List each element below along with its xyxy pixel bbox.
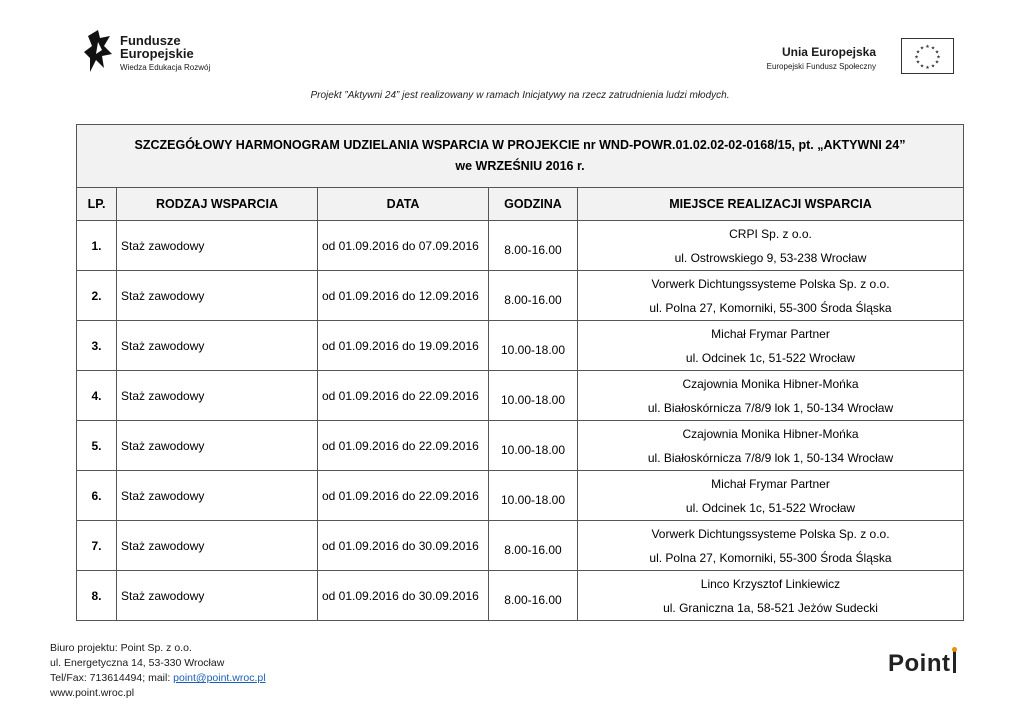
row-date: od 01.09.2016 do 12.09.2016 — [318, 271, 489, 321]
ue-subtitle: Europejski Fundusz Społeczny — [766, 62, 876, 71]
eu-flag-icon — [901, 38, 954, 74]
row-place: Czajownia Monika Hibner-Mońka ul. Białoskórnicza 7/8/9 lok 1, 50-134 Wrocław — [578, 371, 964, 421]
fe-title: Fundusze Europejskie — [120, 33, 194, 61]
row-type: Staż zawodowy — [117, 271, 318, 321]
table-row — [77, 321, 964, 371]
ue-title: Unia Europejska — [781, 45, 876, 59]
row-hour: 8.00-16.00 — [489, 521, 578, 571]
svg-text:★: ★ — [936, 54, 941, 61]
svg-text:★: ★ — [915, 49, 921, 56]
row-lp: 2. — [77, 271, 117, 321]
footer-contact: Tel/Fax: 713614494; mail: point@point.wroc.pl — [50, 672, 266, 684]
row-date: od 01.09.2016 do 19.09.2016 — [318, 321, 489, 371]
row-hour: 8.00-16.00 — [489, 271, 578, 321]
row-type: Staż zawodowy — [117, 421, 318, 471]
fundusze-europejskie-logo — [84, 28, 234, 80]
row-place: Michał Frymar Partner ul. Odcinek 1c, 51-522 Wrocław — [578, 471, 964, 521]
row-hour: 10.00-18.00 — [489, 371, 578, 421]
row-type: Staż zawodowy — [117, 571, 318, 621]
row-type: Staż zawodowy — [117, 371, 318, 421]
table-row — [77, 271, 964, 321]
column-header-hour: GODZINA — [489, 188, 578, 221]
row-date: od 01.09.2016 do 22.09.2016 — [318, 471, 489, 521]
table-row — [77, 521, 964, 571]
svg-text:★: ★ — [914, 54, 919, 61]
row-hour: 10.00-18.00 — [489, 321, 578, 371]
row-place: Linco Krzysztof Linkiewicz ul. Graniczna 1a, 58-521 Jeżów Sudecki — [578, 571, 964, 621]
fe-star-icon — [84, 28, 114, 78]
row-hour: 8.00-16.00 — [489, 571, 578, 621]
column-header-type: RODZAJ WSPARCIA — [117, 188, 318, 221]
row-place: Vorwerk Dichtungssysteme Polska Sp. z o.o. ul. Polna 27, Komorniki, 55-300 Środa Śląska — [578, 271, 964, 321]
table-row — [77, 421, 964, 471]
table-row — [77, 471, 964, 521]
row-place: Michał Frymar Partner ul. Odcinek 1c, 51-522 Wrocław — [578, 321, 964, 371]
row-hour: 8.00-16.00 — [489, 221, 578, 271]
svg-text:★: ★ — [925, 65, 930, 71]
footer-address — [50, 641, 266, 701]
row-date: od 01.09.2016 do 22.09.2016 — [318, 371, 489, 421]
table-row — [77, 371, 964, 421]
row-lp: 6. — [77, 471, 117, 521]
email-link[interactable]: point@point.wroc.pl — [173, 672, 266, 684]
svg-text:★: ★ — [919, 63, 925, 70]
svg-text:★: ★ — [930, 45, 936, 52]
svg-text:★: ★ — [919, 45, 925, 52]
fe-subtitle: Wiedza Edukacja Rozwój — [120, 63, 211, 72]
svg-text:★: ★ — [930, 63, 936, 70]
row-type: Staż zawodowy — [117, 221, 318, 271]
schedule-table — [76, 124, 964, 621]
footer-street: ul. Energetyczna 14, 53-330 Wrocław — [50, 657, 225, 669]
row-lp: 5. — [77, 421, 117, 471]
row-place: Czajownia Monika Hibner-Mońka ul. Białoskórnicza 7/8/9 lok 1, 50-134 Wrocław — [578, 421, 964, 471]
row-date: od 01.09.2016 do 22.09.2016 — [318, 421, 489, 471]
row-date: od 01.09.2016 do 30.09.2016 — [318, 571, 489, 621]
row-lp: 3. — [77, 321, 117, 371]
row-date: od 01.09.2016 do 07.09.2016 — [318, 221, 489, 271]
row-hour: 10.00-18.00 — [489, 471, 578, 521]
column-header-place: MIEJSCE REALIZACJI WSPARCIA — [578, 188, 964, 221]
row-place: CRPI Sp. z o.o. ul. Ostrowskiego 9, 53-238 Wrocław — [578, 221, 964, 271]
table-row — [77, 221, 964, 271]
row-lp: 1. — [77, 221, 117, 271]
project-description: Projekt ”Aktywni 24” jest realizowany w ramach Inicjatywy na rzecz zatrudnienia ludzi młodych. — [310, 90, 730, 101]
point-logo-mark-icon — [953, 651, 956, 673]
table-title: SZCZEGÓŁOWY HARMONOGRAM UDZIELANIA WSPARCIA W PROJEKCIE nr WND-POWR.01.02.02-02-0168/15, pt. „AKTYWNI 24” we WRZEŚNIU 2016 r. — [77, 125, 964, 188]
svg-text:★: ★ — [934, 49, 940, 56]
point-logo: Point — [888, 650, 956, 678]
row-hour: 10.00-18.00 — [489, 421, 578, 471]
row-type: Staż zawodowy — [117, 521, 318, 571]
unia-europejska-logo — [764, 38, 954, 78]
row-lp: 8. — [77, 571, 117, 621]
column-header-date: DATA — [318, 188, 489, 221]
column-header-lp: LP. — [77, 188, 117, 221]
row-date: od 01.09.2016 do 30.09.2016 — [318, 521, 489, 571]
svg-text:★: ★ — [915, 59, 921, 66]
table-header-row — [77, 188, 964, 221]
footer-website: www.point.wroc.pl — [50, 687, 135, 699]
table-row — [77, 571, 964, 621]
row-type: Staż zawodowy — [117, 321, 318, 371]
svg-text:★: ★ — [934, 59, 940, 66]
footer-office: Biuro projektu: Point Sp. z o.o. — [50, 642, 192, 654]
row-lp: 7. — [77, 521, 117, 571]
row-lp: 4. — [77, 371, 117, 421]
row-place: Vorwerk Dichtungssysteme Polska Sp. z o.o. ul. Polna 27, Komorniki, 55-300 Środa Śląska — [578, 521, 964, 571]
svg-text:★: ★ — [925, 44, 930, 50]
row-type: Staż zawodowy — [117, 471, 318, 521]
